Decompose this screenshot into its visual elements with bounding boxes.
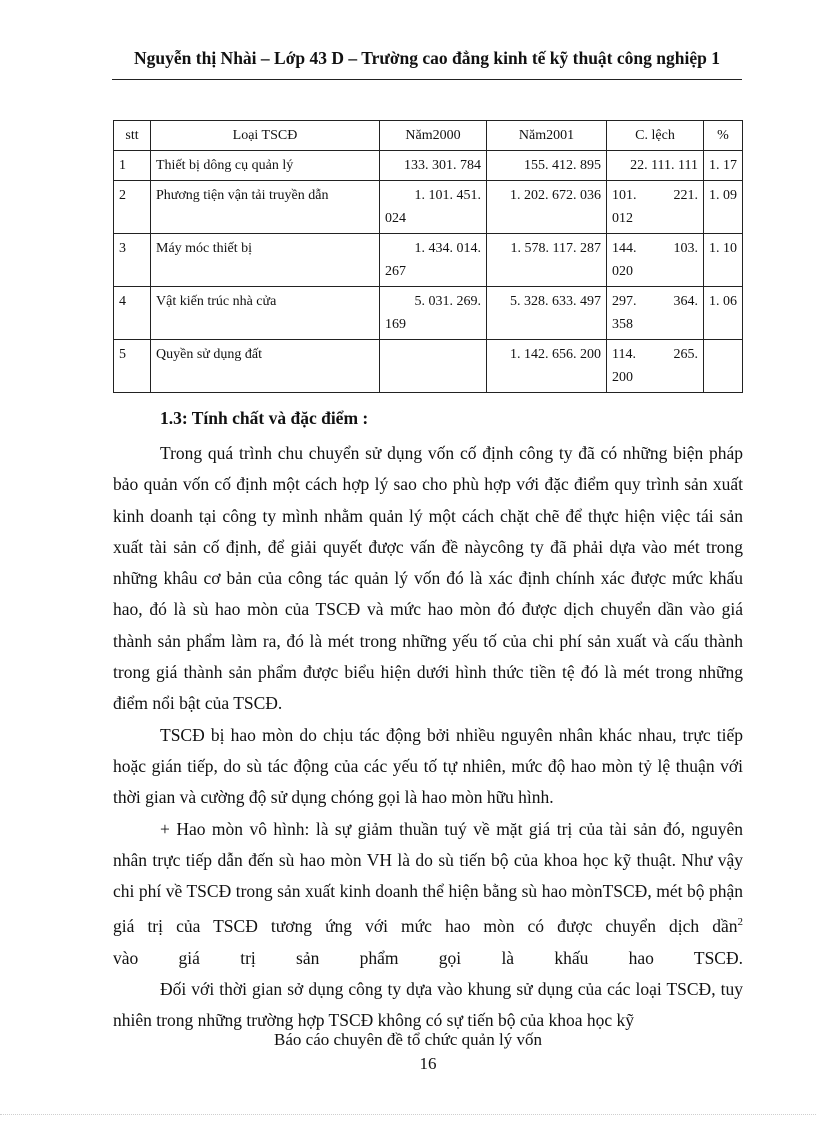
cell-diff: [607, 181, 704, 234]
cell-type: Phương tiện vận tải truyền dẫn: [151, 181, 380, 234]
table-row: [114, 151, 743, 181]
paragraph: Đối với thời gian sở dụng công ty dựa vào khung sử dụng của các loại TSCĐ, tuy nhiên trong những trường hợp TSCĐ không có sự tiến bộ của khoa học kỹ: [113, 978, 743, 1031]
cell-diff: [607, 234, 704, 287]
footer-title: Báo cáo chuyên đề tổ chức quản lý vốn: [274, 1030, 542, 1049]
paragraph: vào giá trị sản phẩm gọi là khấu hao TSCĐ.: [113, 947, 743, 968]
paragraph: [113, 814, 743, 943]
col-header-stt: stt: [114, 121, 151, 151]
page-header: Nguyễn thị Nhài – Lớp 43 D – Trường cao đẳng kinh tế kỹ thuật công nghiệp 1: [134, 48, 720, 68]
cell-2000: [380, 234, 487, 287]
cell-2000: [380, 151, 487, 181]
cell-diff-line: 012: [612, 211, 633, 226]
cell-type: Máy móc thiết bị: [151, 234, 380, 287]
col-header-2001: Năm2001: [487, 121, 607, 151]
cell-stt: 2: [114, 181, 151, 234]
col-header-type: Loại TSCĐ: [151, 121, 380, 151]
cell-type: Quyền sử dụng đất: [151, 340, 380, 393]
paragraph: Trong quá trình chu chuyển sử dụng vốn cố định công ty đã có những biện pháp bảo quản vốn cố định một cách hợp lý sao cho phù hợp với đặc điểm quy trình sản xuất kinh doanh tại công ty mình nhằm quản lý một cách chặt chẽ để thực hiện việc tái sản xuất tài sản cố định, để giải quyết được vấn đề nàycông ty đã phải dựa vào mét trong những khâu cơ bản của công tác quản lý vốn đó là xác định chính xác được mức khấu hao, đó là sù hao mòn của TSCĐ và mức hao mòn đó được dịch chuyển dần vào giá thành sản phẩm làm ra, đó là mét trong những yếu tố của chi phí sản xuất và cấu thành trong giá thành sản phẩm được biểu hiện dưới hình thức tiền tệ đó là mét trong những điểm nổi bật của TSCĐ.: [113, 443, 743, 714]
cell-2000: [380, 340, 487, 393]
paragraph: TSCĐ bị hao mòn do chịu tác động bởi nhiều nguyên nhân khác nhau, trực tiếp hoặc gián tiếp, do sù tác động của các yếu tố tự nhiên, mức độ hao mòn tỷ lệ thuận với thời gian và cường độ sử dụng chóng gọi là hao mòn hữu hình.: [113, 724, 743, 808]
cell-2001: 155. 412. 895: [487, 151, 607, 181]
cell-diff: [607, 340, 704, 393]
cell-2000: [380, 181, 487, 234]
cell-2000-line: 169: [385, 317, 406, 332]
page-bottom-border: [0, 1114, 816, 1115]
cell-diff-line: 22. 111. 111: [630, 158, 698, 173]
cell-diff-line: 114. 265.: [612, 347, 698, 362]
cell-percent: 1. 17: [704, 151, 743, 181]
cell-percent: [704, 340, 743, 393]
cell-2000: [380, 287, 487, 340]
cell-2001: 1. 202. 672. 036: [487, 181, 607, 234]
cell-2000-line: 1. 434. 014.: [414, 241, 481, 256]
col-header-diff: C. lệch: [607, 121, 704, 151]
cell-2001: 5. 328. 633. 497: [487, 287, 607, 340]
col-header-percent: %: [704, 121, 743, 151]
table-row: [114, 287, 743, 340]
cell-percent: 1. 06: [704, 287, 743, 340]
cell-stt: 1: [114, 151, 151, 181]
cell-2000-line: 024: [385, 211, 406, 226]
cell-type: Thiết bị dông cụ quản lý: [151, 151, 380, 181]
cell-2000-line: 267: [385, 264, 406, 279]
table-row: [114, 181, 743, 234]
cell-diff: [607, 287, 704, 340]
section-title: 1.3: Tính chất và đặc điểm :: [160, 408, 369, 428]
cell-diff-line: 144. 103.: [612, 241, 698, 256]
cell-diff-line: 358: [612, 317, 633, 332]
cell-2001: 1. 142. 656. 200: [487, 340, 607, 393]
header-rule: [112, 79, 742, 80]
paragraph-text: + Hao mòn vô hình: là sự giảm thuần tuý về mặt giá trị của tài sản đó, nguyên nhân trực tiếp dẫn đến sù hao mòn VH là do sù tiến bộ của khoa học kỹ thuật. Như vậy chi phí về TSCĐ trong sản xuất kinh doanh thể hiện bằng sù hao mònTSCĐ, mét bộ phận giá trị của TSCĐ tương ứng với mức hao mòn có được chuyển dịch dần: [113, 818, 743, 937]
cell-percent: 1. 09: [704, 181, 743, 234]
cell-2000-line: 133. 301. 784: [404, 158, 481, 173]
page-number: 16: [419, 1054, 437, 1073]
col-header-2000: Năm2000: [380, 121, 487, 151]
cell-stt: 4: [114, 287, 151, 340]
cell-diff: [607, 151, 704, 181]
cell-stt: 5: [114, 340, 151, 393]
cell-diff-line: 020: [612, 264, 633, 279]
body-text: [113, 438, 743, 1036]
cell-2000-line: 1. 101. 451.: [414, 188, 481, 203]
cell-percent: 1. 10: [704, 234, 743, 287]
cell-2000-line: 5. 031. 269.: [414, 294, 481, 309]
fixed-assets-table: [113, 120, 743, 393]
cell-diff-line: 297. 364.: [612, 294, 698, 309]
cell-diff-line: 200: [612, 370, 633, 385]
table-header-row: [114, 121, 743, 151]
cell-type: Vật kiến trúc nhà cửa: [151, 287, 380, 340]
cell-2001: 1. 578. 117. 287: [487, 234, 607, 287]
cell-stt: 3: [114, 234, 151, 287]
table-row: [114, 340, 743, 393]
table-row: [114, 234, 743, 287]
cell-diff-line: 101. 221.: [612, 188, 698, 203]
footnote-reference[interactable]: 2: [737, 916, 743, 929]
